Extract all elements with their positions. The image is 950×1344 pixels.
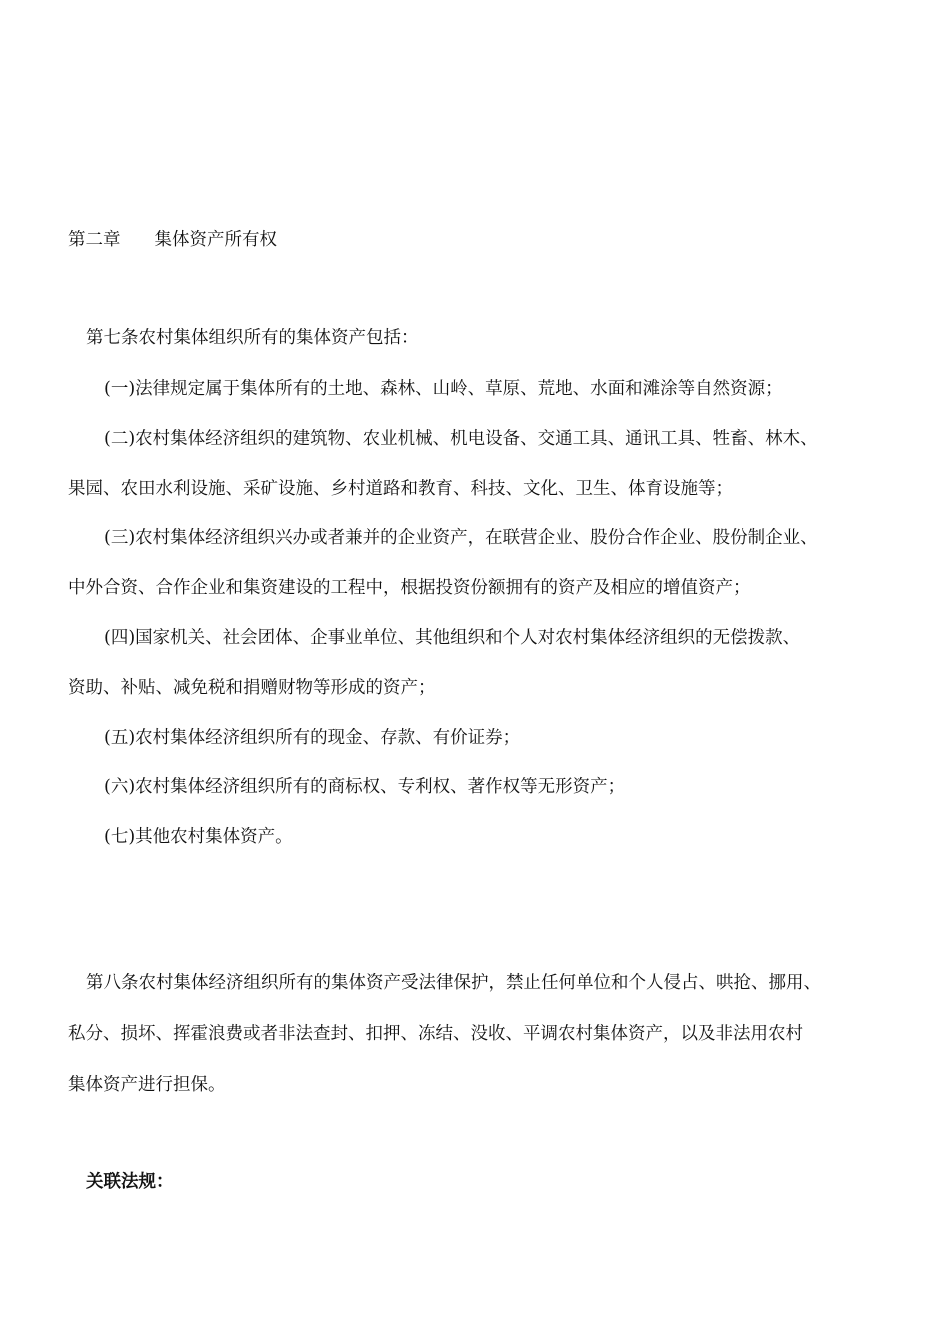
article-7-item-1: (一)法律规定属于集体所有的土地、森林、山岭、草原、荒地、水面和滩涂等自然资源； (104, 379, 783, 399)
article-7-item-2-line-1: (二)农村集体经济组织的建筑物、农业机械、机电设备、交通工具、通讯工具、牲畜、林木、 (104, 429, 818, 449)
article-8-line-1: 第八条农村集体经济组织所有的集体资产受法律保护，禁止任何单位和个人侵占、哄抢、挪用、 (86, 973, 821, 993)
article-7-item-5: (五)农村集体经济组织所有的现金、存款、有价证券； (104, 728, 521, 748)
chapter-title: 集体资产所有权 (154, 230, 277, 250)
article-7-item-3-line-2: 中外合资、合作企业和集资建设的工程中，根据投资份额拥有的资产及相应的增值资产； (68, 578, 751, 598)
article-7-item-3-line-1: (三)农村集体经济组织兴办或者兼并的企业资产，在联营企业、股份合作企业、股份制企业、 (104, 528, 818, 548)
article-8-line-2: 私分、损坏、挥霍浪费或者非法查封、扣押、冻结、没收、平调农村集体资产，以及非法用农村 (68, 1024, 803, 1044)
article-7-item-7: (七)其他农村集体资产。 (104, 827, 293, 847)
article-8-line-3: 集体资产进行担保。 (68, 1075, 226, 1095)
chapter-heading (68, 228, 898, 252)
article-7-item-4-line-1: (四)国家机关、社会团体、企事业单位、其他组织和个人对农村集体经济组织的无偿拨款、 (104, 628, 801, 648)
article-7-intro: 第七条农村集体组织所有的集体资产包括： (86, 328, 419, 348)
article-7-item-4-line-2: 资助、补贴、减免税和捐赠财物等形成的资产； (68, 678, 436, 698)
chapter-number: 第二章 (68, 230, 121, 250)
article-7-item-2-line-2: 果园、农田水利设施、采矿设施、乡村道路和教育、科技、文化、卫生、体育设施等； (68, 479, 733, 499)
article-7-item-6: (六)农村集体经济组织所有的商标权、专利权、著作权等无形资产； (104, 777, 626, 797)
related-regulations-heading: 关联法规： (86, 1172, 174, 1192)
